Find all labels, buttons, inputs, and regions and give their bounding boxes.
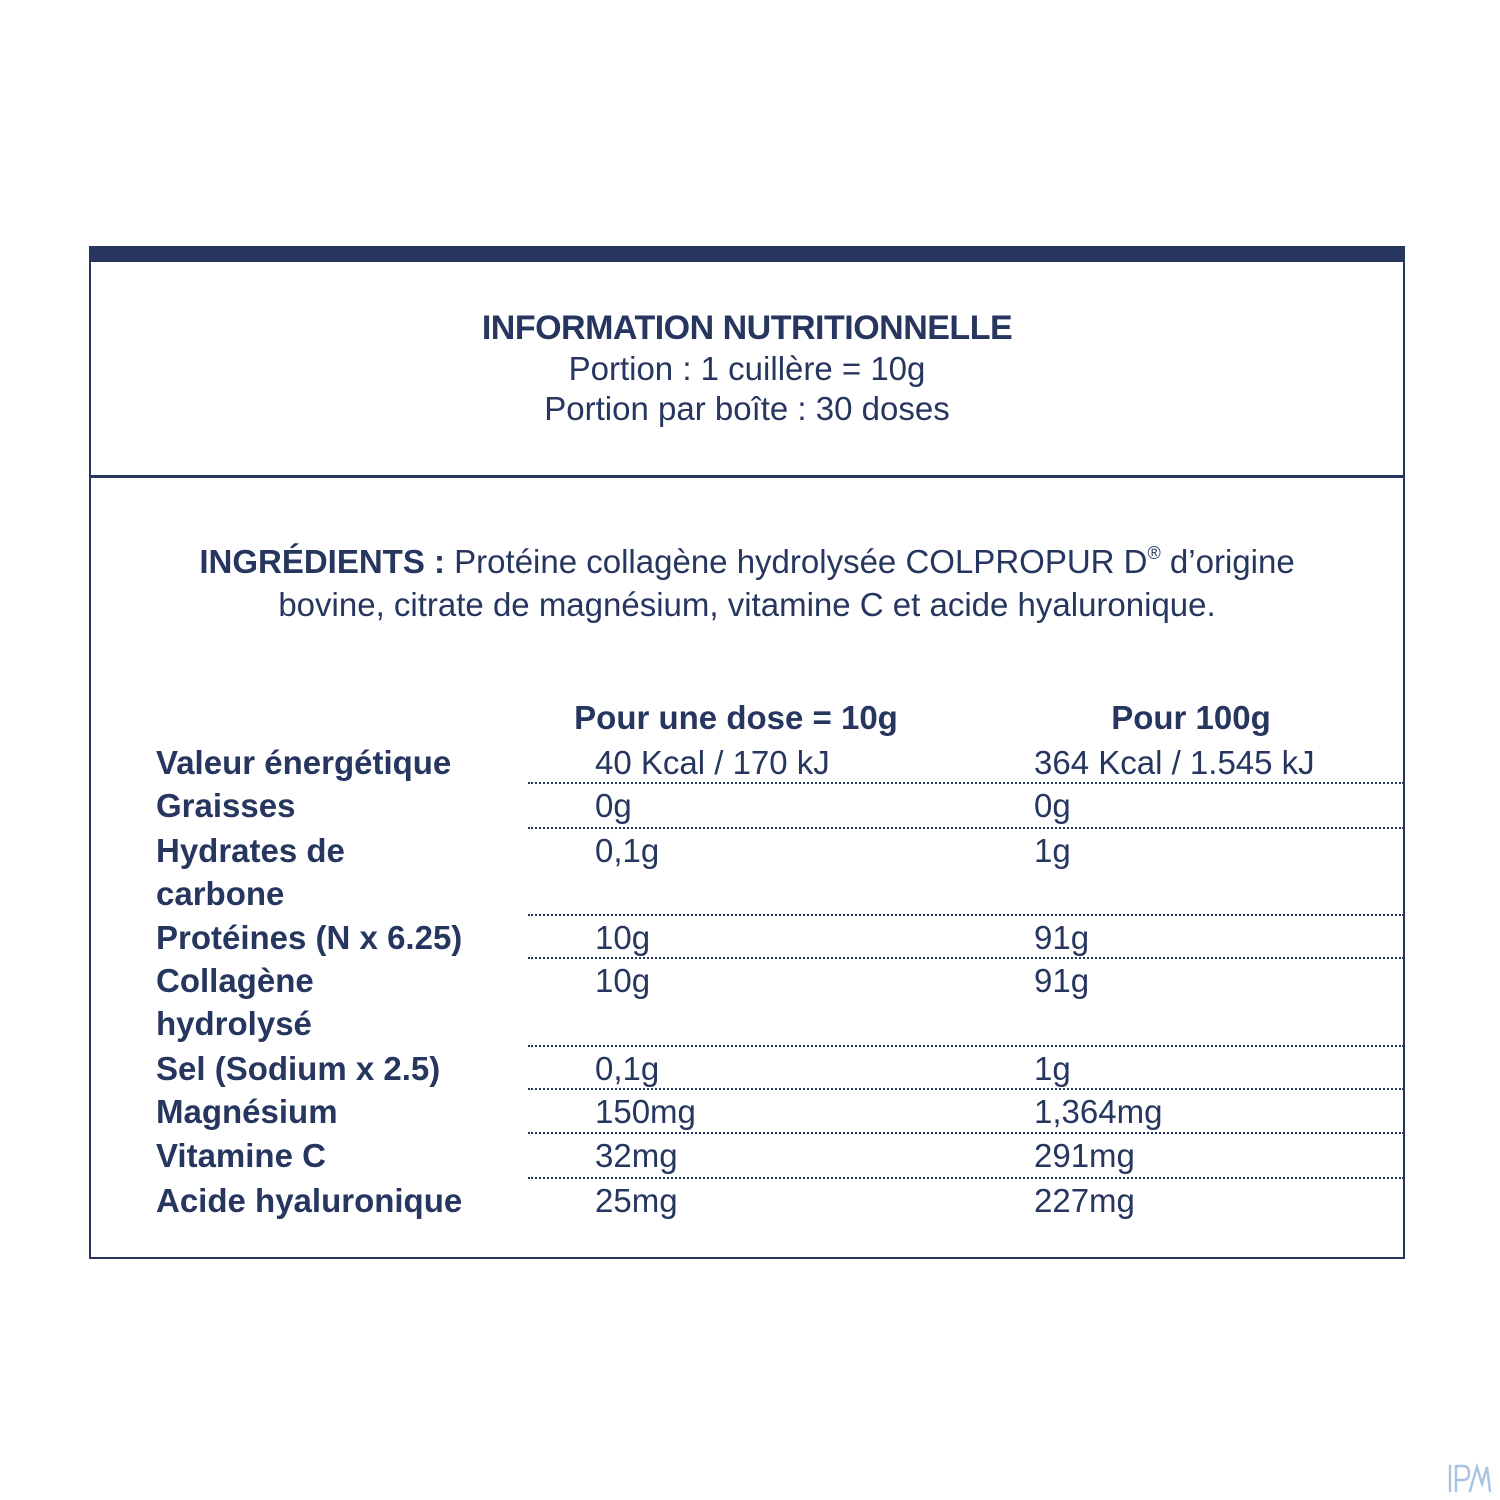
ingredients-block: [151, 532, 1343, 626]
ipm-watermark-logo: [1446, 1462, 1492, 1494]
column-header-per-dose: Pour une dose = 10g: [574, 699, 898, 736]
value-per-dose: 0,1g: [595, 832, 660, 869]
table-row: [91, 1047, 1403, 1090]
nutrient-name: Acide hyaluronique: [156, 1182, 463, 1219]
value-per-100g: 91g: [1034, 919, 1090, 956]
nutrient-name: Magnésium: [156, 1093, 338, 1130]
table-row: [91, 784, 1403, 829]
value-per-100g: 1g: [1034, 832, 1071, 869]
value-per-100g: 227mg: [1034, 1182, 1135, 1219]
nutrient-name-line-1: Hydrates de: [156, 832, 345, 869]
registered-trademark: ®: [1147, 543, 1161, 563]
value-per-dose: 40 Kcal / 170 kJ: [595, 744, 830, 781]
ingredients-text-2: d’origine bovine, citrate de magnésium, vitamine C et acide hyaluronique.: [278, 543, 1295, 623]
nutrient-name-line-1: Collagène: [156, 962, 314, 999]
table-row: [91, 1134, 1403, 1179]
nutrient-name-line-2: hydrolysé: [156, 1005, 312, 1042]
value-per-100g: 1,364mg: [1034, 1093, 1163, 1130]
value-per-dose: 25mg: [595, 1182, 678, 1219]
value-per-dose: 10g: [595, 962, 651, 999]
nutrient-name-line-2: carbone: [156, 875, 285, 912]
portions-per-box: Portion par boîte : 30 doses: [544, 390, 950, 427]
table-row: [91, 1179, 1403, 1224]
nutrition-header: [91, 262, 1403, 478]
nutrient-name: Graisses: [156, 787, 296, 824]
ingredients-label: INGRÉDIENTS :: [199, 543, 445, 580]
value-per-100g: 291mg: [1034, 1137, 1135, 1174]
nutrient-name: [156, 829, 345, 915]
column-header-per-100g: Pour 100g: [1111, 699, 1271, 736]
table-row: [91, 1090, 1403, 1134]
value-per-dose: 0g: [595, 787, 632, 824]
nutrient-name: Protéines (N x 6.25): [156, 919, 463, 956]
value-per-100g: 0g: [1034, 787, 1071, 824]
value-per-100g: 364 Kcal / 1.545 kJ: [1034, 744, 1315, 781]
table-row: [91, 741, 1403, 784]
nutrient-name: Sel (Sodium x 2.5): [156, 1050, 441, 1087]
table-row: [91, 829, 1403, 916]
value-per-dose: 32mg: [595, 1137, 678, 1174]
nutrition-panel: [89, 246, 1405, 1259]
value-per-dose: 10g: [595, 919, 651, 956]
nutrient-name: Valeur énergétique: [156, 744, 452, 781]
ingredients-text-1: Protéine collagène hydrolysée COLPROPUR D: [445, 543, 1148, 580]
value-per-100g: 91g: [1034, 962, 1090, 999]
portion-size: Portion : 1 cuillère = 10g: [568, 350, 926, 387]
table-row: [91, 916, 1403, 959]
ipm-logo-icon: [1446, 1462, 1492, 1494]
nutrition-title: INFORMATION NUTRITIONNELLE: [481, 309, 1013, 347]
nutrient-name: Vitamine C: [156, 1137, 326, 1174]
value-per-dose: 150mg: [595, 1093, 696, 1130]
value-per-100g: 1g: [1034, 1050, 1071, 1087]
nutrient-name: [156, 959, 314, 1045]
value-per-dose: 0,1g: [595, 1050, 660, 1087]
table-row: [91, 959, 1403, 1047]
